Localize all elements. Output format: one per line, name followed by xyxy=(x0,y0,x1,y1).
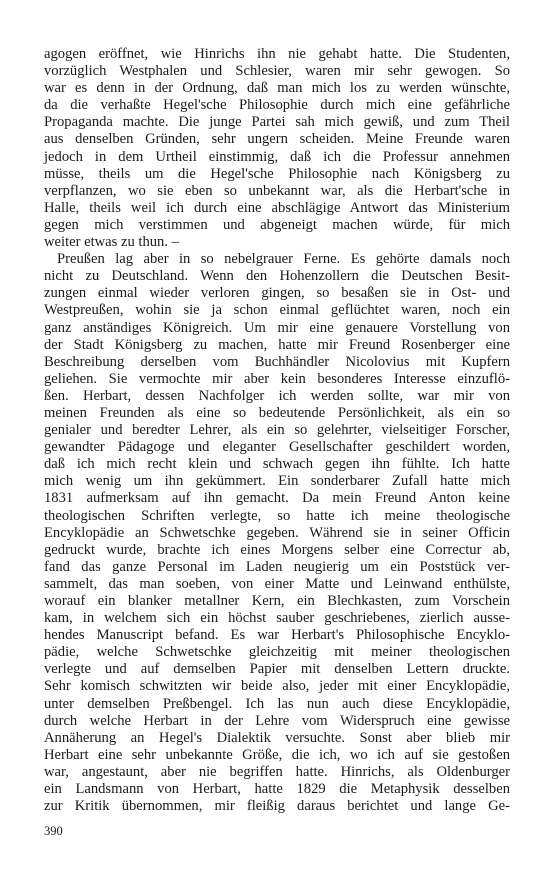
text-line: pädie, welche Schwetschke gleichzeitig mit meiner theologischen xyxy=(44,644,510,661)
text-line: weiter etwas zu thun. – xyxy=(44,234,179,251)
text-line: Westpreußen, wohin sie ja schon einmal geflüchtet waren, noch ein xyxy=(44,302,510,319)
text-line: unter demselben Preßbengel. Ich las nun auch diese Encyklopädie, xyxy=(44,695,510,712)
text-line: war es denn in der Ordnung, daß man mich los zu werden wünschte, xyxy=(44,80,510,97)
text-line: gedruckt wurde, brachte ich eines Morgens selber eine Correctur ab, xyxy=(44,541,510,558)
text-line: meinen Freunden als eine so bedeutende Persönlichkeit, als ein so xyxy=(44,404,510,421)
text-line: durch welche Herbart in der Lehre vom Widerspruch eine gewisse xyxy=(44,712,510,729)
text-line: verlegte und auf demselben Papier mit denselben Lettern druckte. xyxy=(44,661,510,678)
text-line: aus denselben Gründen, sehr ungern scheiden. Meine Freunde waren xyxy=(44,131,510,148)
text-line: 1831 aufmerksam auf ihn gemacht. Da mein Freund Anton keine xyxy=(44,490,510,507)
text-line: mich wenig um ihn gekümmert. Ein sonderbarer Zufall hatte mich xyxy=(44,473,510,490)
text-line: zur Kritik übernommen, mir fleißig daraus berichtet und lange Ge- xyxy=(44,798,510,815)
text-line: Preußen lag aber in so nebelgrauer Ferne. Es gehörte damals noch xyxy=(57,251,510,268)
text-line: verpflanzen, wo sie eben so unbekannt war, als die Herbart'sche in xyxy=(44,182,510,199)
text-line: jedoch in dem Urtheil einstimmig, daß ich die Professur annehmen xyxy=(44,148,510,165)
page-number: 390 xyxy=(44,824,63,838)
text-line: gewandter Pädagoge und eleganter Gesellschafter geschildert worden, xyxy=(44,439,510,456)
text-line: genialer und beredter Lehrer, als ein so gelehrter, vielseitiger Forscher, xyxy=(44,422,510,439)
text-line: fand das ganze Personal im Laden neugierig um ein Poststück ver- xyxy=(44,558,510,575)
text-line: Herbart eine sehr unbekannte Größe, die ich, wo ich auf sie gestoßen xyxy=(44,746,510,763)
text-line: worauf ein blanker metallner Kern, ein Blechkasten, zum Vorschein xyxy=(44,593,510,609)
text-line: nicht zu Deutschland. Wenn den Hohenzollern die Deutschen Besit- xyxy=(44,268,510,285)
text-line: ßen. Herbart, dessen Nachfolger ich werden sollte, war mir von xyxy=(44,387,510,404)
text-line: gegen mich verstimmen und abgeneigt machen würde, für mich xyxy=(44,216,510,233)
text-line: daß ich mich recht klein und schwach gegen ihn fühlte. Ich hatte xyxy=(44,456,510,473)
body-text xyxy=(44,46,510,815)
text-line: Sehr komisch schwitzten wir beide also, jeder mit einer Encyklopädie, xyxy=(44,678,510,695)
text-line: der Stadt Königsberg zu machen, hatte mir Freund Rosenberger eine xyxy=(44,336,510,353)
text-line: Propaganda machte. Die junge Partei sah mich gewiß, und zum Theil xyxy=(44,114,510,131)
text-line: war, angestaunt, aber nie begriffen hatte. Hinrichs, als Oldenburger xyxy=(44,763,510,780)
text-line: geliehen. Sie vermochte mir aber kein besonderes Interesse einzuflö- xyxy=(44,370,510,387)
text-line: ein Landsmann von Herbart, hatte 1829 die Metaphysik desselben xyxy=(44,781,510,798)
text-line: da die verhaßte Hegel'sche Philosophie durch mich eine gefährliche xyxy=(44,97,510,114)
text-line: Encyklopädie an Schwetschke gegeben. Während sie in seiner Officin xyxy=(44,524,510,541)
text-line: vorzüglich Westphalen und Schlesier, waren mir sehr gewogen. So xyxy=(44,63,510,80)
text-line: hendes Manuscript befand. Es war Herbart's Philosophische Encyklo- xyxy=(44,627,510,644)
text-line: sammelt, das man soeben, von einer Matte und Leinwand enthülste, xyxy=(44,575,510,592)
text-line: Halle, theils weil ich durch eine abschlägige Antwort das Ministerium xyxy=(44,199,510,216)
text-line: agogen eröffnet, wie Hinrichs ihn nie gehabt hatte. Die Studenten, xyxy=(44,46,510,62)
text-line: Annäherung an Hegel's Dialektik versuchte. Sonst aber blieb mir xyxy=(44,729,510,746)
text-line: kam, in welchem sich ein höchst sauber geschriebenes, zierlich ausse- xyxy=(44,610,510,627)
text-line: Beschreibung derselben vom Buchhändler Nicolovius mit Kupfern xyxy=(44,353,510,370)
text-line: ganz anständiges Königreich. Um mir eine genauere Vorstellung von xyxy=(44,319,510,336)
text-line: theologischen Schriften verlegte, so hatte ich meine theologische xyxy=(44,507,510,524)
text-line: müsse, theils um die Hegel'sche Philosophie nach Königsberg zu xyxy=(44,165,510,182)
text-line: zungen einmal wieder verloren gingen, so besaßen sie in Ost- und xyxy=(44,285,510,302)
